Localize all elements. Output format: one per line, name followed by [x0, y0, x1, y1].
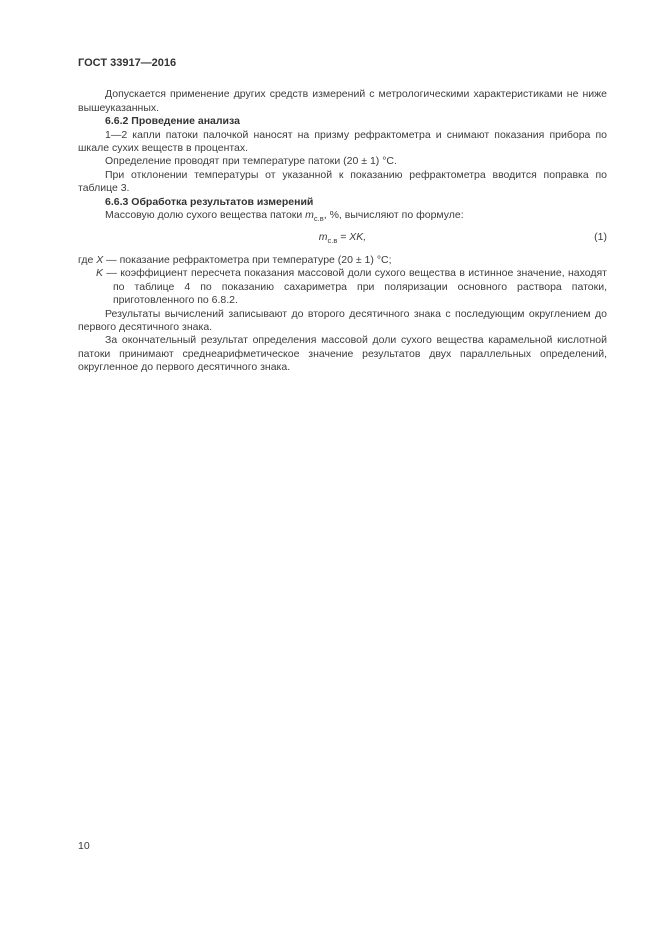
formula-intro-post: , %, вычисляют по формуле:: [323, 209, 464, 222]
where-x-definition: — показание рефрактометра при температуре (20 ± 1) °С;: [103, 253, 392, 266]
where-k-definition: — коэффициент пересчета показания массовой доли сухого вещества в истинное значение, находят по таблице 4 по показанию сахариметра при поляризации основного раствора патоки, приготовленного по 6.8.2.: [103, 267, 607, 307]
formula-equals-sign: =: [337, 231, 350, 244]
paragraph-6-6-2-correction: При отклонении температуры от указанной к показанию рефрактометра вводится поправка по таблице 3.: [78, 168, 607, 195]
formula-block: [78, 231, 607, 244]
formula-lhs-variable: m: [318, 231, 328, 244]
where-entry-x: [78, 254, 607, 267]
formula-intro-variable: m: [305, 209, 314, 222]
paragraph-6-6-2-procedure: 1—2 капли патоки палочкой наносят на призму рефрактометра и снимают показания прибора по шкале сухих веществ в процентах.: [78, 128, 607, 155]
formula-rhs: XK,: [349, 231, 367, 244]
formula-lhs-subscript: с.в: [327, 236, 338, 246]
where-entry-k: [78, 267, 607, 307]
paragraph-intro: Допускается применение других средств измерений с метрологическими характеристиками не ниже вышеуказанных.: [78, 88, 607, 114]
formula-number: (1): [594, 231, 607, 244]
document-header: ГОСТ 33917—2016: [78, 57, 177, 69]
paragraph-final-result: За окончательный результат определения массовой доли сухого вещества карамельной кислотной патоки принимают среднеарифметическое значение результатов двух параллельных определений, округленное до первого десятичного знака.: [78, 334, 607, 374]
formula-intro-subscript: с.в: [313, 214, 324, 224]
formula-intro-pre: Массовую долю сухого вещества патоки: [105, 209, 306, 222]
paragraph-formula-intro: [78, 209, 607, 222]
where-label: где: [78, 253, 97, 266]
page-number: 10: [78, 840, 90, 852]
formula-expression: [318, 231, 367, 246]
where-k-variable: K: [96, 267, 104, 280]
section-heading-6-6-2: 6.6.2 Проведение анализа: [105, 115, 240, 128]
where-x-variable: X: [96, 253, 104, 266]
paragraph-6-6-2-temperature: Определение проводят при температуре патоки (20 ± 1) °С.: [105, 155, 397, 168]
paragraph-results-rounding: Результаты вычислений записывают до второго десятичного знака с последующим округлением до первого десятичного знака.: [78, 307, 607, 333]
section-heading-6-6-3: 6.6.3 Обработка результатов измерений: [105, 195, 314, 208]
